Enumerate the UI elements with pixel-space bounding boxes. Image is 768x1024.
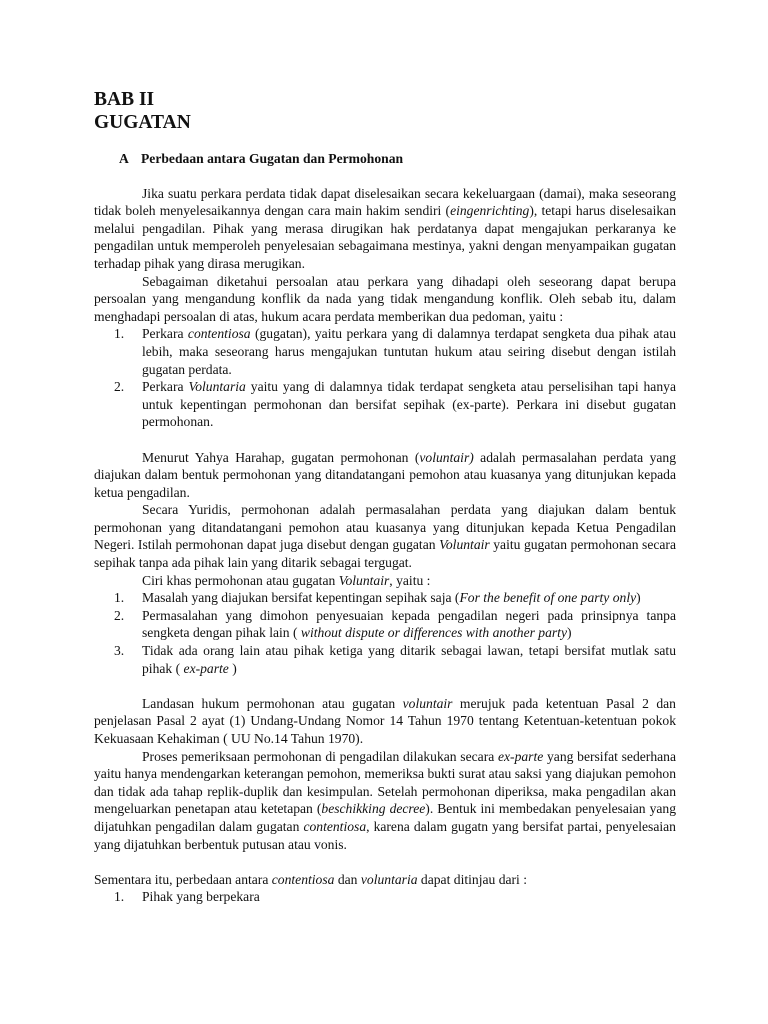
paragraph-text: Menurut Yahya Harahap, gugatan permohonan ( (142, 449, 420, 465)
chapter-heading (94, 88, 191, 134)
paragraph-8 (94, 871, 676, 889)
section-heading (94, 150, 676, 168)
paragraph-4 (94, 501, 676, 571)
list-text: Permasalahan yang dimohon penyesuaian kepada pengadilan negeri pada prinsipnya tanpa sengketa dengan pihak lain ( (142, 607, 676, 641)
paragraph-3 (94, 449, 676, 502)
chapter-number: BAB II (94, 89, 155, 110)
list-text: Perkara (142, 379, 189, 395)
list-item (94, 378, 676, 431)
list-number: 1. (114, 889, 125, 905)
list-item (94, 589, 676, 607)
list-number: 1. (114, 326, 125, 342)
paragraph-text: ). Bentuk ini membedakan penyelesaian yang dijatuhkan pengadilan dalam gugatan (94, 801, 676, 834)
paragraph-gap (94, 853, 676, 871)
paragraph-2: Sebagaiman diketahui persoalan atau perkara yang dihadapi oleh seseorang dapat berupa persoalan yang mengandung konflik da nada yang tidak mengandung konflik. Oleh sebab itu, dalam menghadapi persoalan di atas, hukum acara perdata memberikan dua pedoman, yaitu : (94, 273, 676, 324)
list-item (94, 607, 676, 642)
chapter-title: GUGATAN (94, 112, 191, 133)
italic-term: Voluntair (439, 537, 490, 553)
list-text: (gugatan), yaitu perkara yang di dalamnya terdapat sengketa dua pihak atau lebih, maka seseorang harus mengajukan tuntutan hukum atau seiring disebut dengan istilah gugatan perdata. (142, 326, 676, 377)
paragraph-text: adalah permasalahan perdata yang diajukan dalam bentuk permohonan yang ditandatangani pemohon atau kuasanya yang ditunjukan kepada ketua pengadilan. (94, 449, 676, 500)
list-text: Perkara (142, 326, 188, 342)
paragraph-1 (94, 185, 676, 273)
list-pedoman (94, 325, 676, 431)
italic-term: ex-parte (183, 660, 229, 676)
paragraph-6 (94, 695, 676, 748)
list-number: 2. (114, 379, 125, 395)
list-text: Masalah yang diajukan bersifat kepentingan sepihak saja ( (142, 590, 460, 606)
italic-term: ex-parte (497, 748, 544, 764)
paragraph-text: Proses pemeriksaan permohonan di pengadilan dilakukan secara (142, 748, 498, 764)
paragraph-text: , yaitu : (389, 572, 431, 588)
paragraph-text: yaitu gugatan permohonan secara sepihak tanpa ada pihak lain yang ditarik sebagai tergugat. (94, 537, 676, 571)
italic-term: contentiosa (303, 818, 367, 834)
list-perbedaan (94, 888, 676, 906)
paragraph-text: Sementara itu, perbedaan antara (94, 871, 272, 887)
paragraph-text: ), tetapi harus diselesaikan melalui pengadilan. Pihak yang merasa dirugikan hak perdatanya dapat mengajukan perkaranya ke pengadilan untuk memperoleh penyelesaian sebagaimana mestinya, yakni dengan menyampaikan gugatan terhadap pihak yang dirasa merugikan. (94, 203, 676, 271)
section-title: Perbedaan antara Gugatan dan Permohonan (141, 151, 404, 166)
paragraph-text: yang bersifat sederhana yaitu hanya mendengarkan keterangan pemohon, memeriksa bukti surat atau saksi yang diajukan pemohon dan tidak ada tahap replik-duplik dan kesimpulan. Setelah permohonan diperiksa, maka pengadilan akan mengeluarkan penetapan atau ketetapan ( (94, 748, 676, 817)
list-number: 3. (114, 643, 125, 659)
paragraph-text: Ciri khas permohonan atau gugatan (142, 572, 339, 588)
paragraph-text: dapat ditinjau dari : (417, 871, 528, 887)
paragraph-text: merujuk pada ketentuan Pasal 2 dan penjelasan Pasal 2 ayat (1) Undang-Undang Nomor 14 Tahun 1970 tentang Ketentuan-ketentuan pokok Kekuasaan Kehakiman ( UU No.14 Tahun 1970). (94, 695, 676, 746)
italic-term: contentiosa (271, 871, 335, 887)
list-text: ) (567, 625, 572, 641)
italic-term: voluntair (402, 695, 453, 711)
paragraph-7 (94, 748, 676, 854)
list-item (94, 642, 676, 677)
list-text: Tidak ada orang lain atau pihak ketiga yang ditarik sebagai lawan, tetapi bersifat mutlak satu pihak ( (142, 643, 676, 676)
italic-term: eingenrichting (450, 203, 530, 219)
italic-term: voluntaria (360, 871, 418, 887)
paragraph-text: , karena dalam gugatn yang bersifat partai, penyelesaian yang dijatuhkan berbentuk putusan atau vonis. (94, 818, 676, 852)
paragraph-text: Jika suatu perkara perdata tidak dapat diselesaikan secara kekeluargaan (damai), maka seseorang tidak boleh menyelesaikannya dengan cara main hakim sendiri ( (94, 185, 676, 219)
italic-term: beschikking decree (321, 801, 426, 817)
italic-term: voluntair) (419, 449, 474, 465)
list-text: Pihak yang berpekara (142, 889, 260, 905)
paragraph-text: Landasan hukum permohonan atau gugatan (142, 695, 403, 711)
paragraph-gap (94, 431, 676, 449)
list-text: ) (228, 660, 237, 676)
list-ciri-khas (94, 589, 676, 677)
paragraph-gap (94, 677, 676, 695)
paragraph-text: dan (334, 871, 361, 887)
section-letter: A (119, 151, 129, 166)
list-text: ) (636, 590, 641, 606)
italic-term: For the benefit of one party only (459, 590, 637, 606)
paragraph-text: Secara Yuridis, permohonan adalah permasalahan perdata yang diajukan dalam bentuk permohonan yang ditandatangani pemohon atau kuasanya yang ditunjukan kepada Ketua Pengadilan Negeri. Istilah permohonan dapat juga disebut dengan gugatan (94, 502, 676, 553)
list-number: 1. (114, 590, 125, 606)
list-number: 2. (114, 607, 125, 623)
document-body (94, 150, 676, 906)
italic-term: Voluntair (338, 572, 390, 588)
italic-term: contentiosa (187, 326, 251, 342)
list-item (94, 888, 676, 906)
list-text: yaitu yang di dalamnya tidak terdapat sengketa atau perselisihan tapi hanya untuk kepentingan permohonan dan bersifat sepihak (ex-parte). Perkara ini disebut gugatan permohonan. (142, 379, 676, 430)
italic-term: without dispute or differences with another party (300, 625, 567, 641)
italic-term: Voluntaria (188, 379, 246, 395)
list-item (94, 325, 676, 378)
paragraph-5 (94, 572, 676, 590)
